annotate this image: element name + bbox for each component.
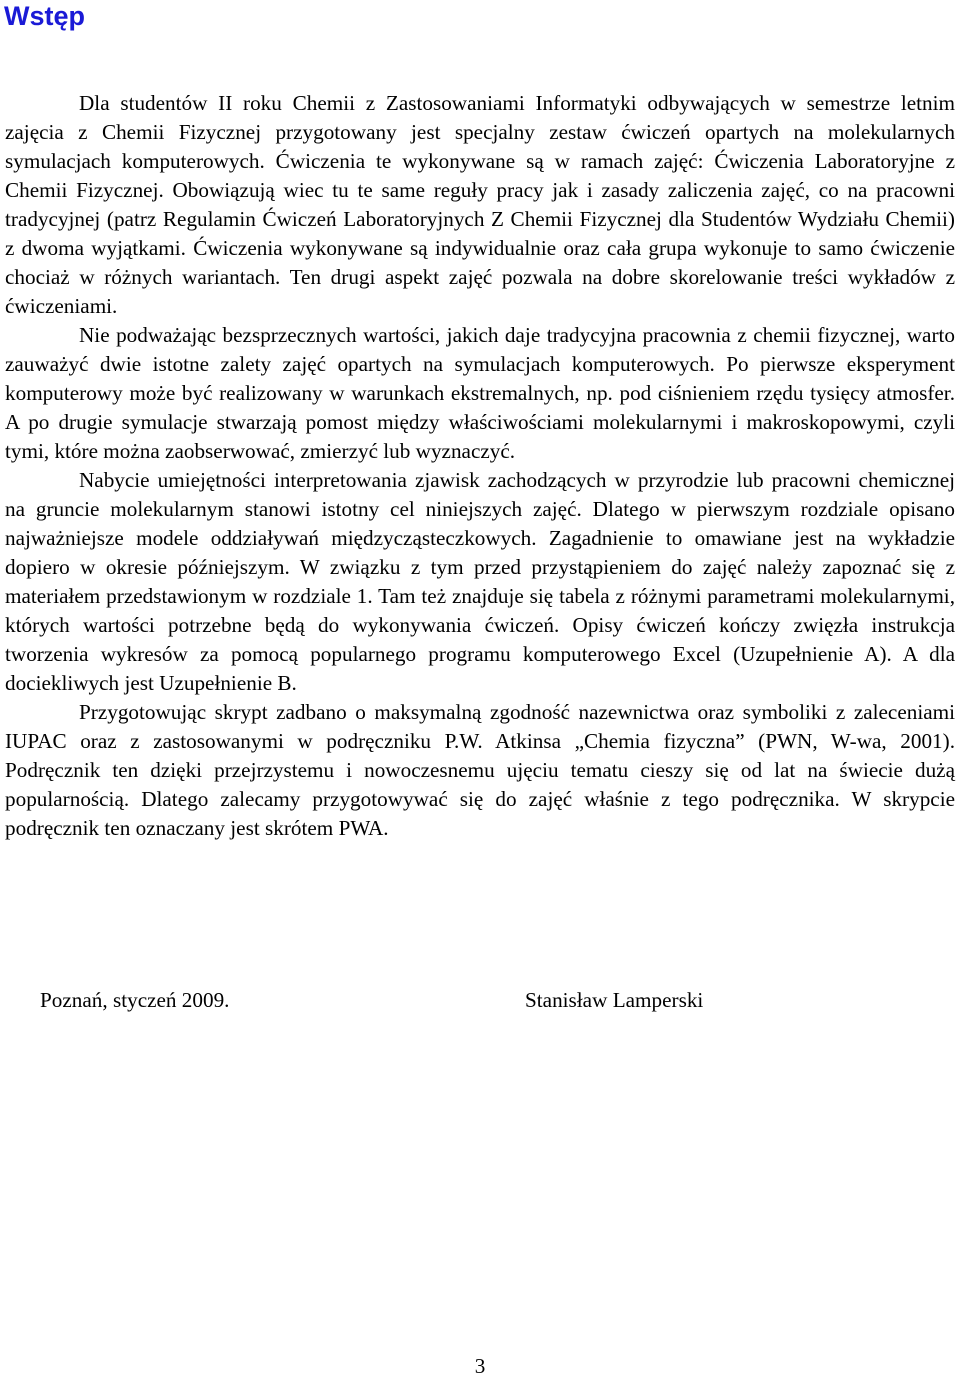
author-name: Stanisław Lamperski [525, 988, 704, 1012]
paragraph: Nabycie umiejętności interpretowania zjawisk zachodzących w przyrodzie lub pracowni chemicznej na gruncie molekularnym stanowi istotny cel niniejszych zajęć. Dlatego w pierwszym rozdziale opisano najważniejsze modele oddziaływań międzycząsteczkowych. Zagadnienie to omawiane jest na wykładzie dopiero w okresie późniejszym. W związku z tym przed przystąpieniem do zajęć należy zapoznać się z materiałem przedstawionym w rozdziale 1. Tam też znajduje się tabela z różnymi parametrami molekularnymi, których wartości potrzebne będą do wykonywania ćwiczeń. Opisy ćwiczeń kończy zwięzła instrukcja tworzenia wykresów za pomocą popularnego programu komputerowego Excel (Uzupełnienie A). A dla dociekliwych jest Uzupełnienie B. [5, 468, 955, 695]
paragraph: Nie podważając bezsprzecznych wartości, jakich daje tradycyjna pracownia z chemii fizycznej, warto zauważyć dwie istotne zalety zajęć opartych na symulacjach komputerowych. Po pierwsze eksperyment komputerowy może być realizowany w warunkach ekstremalnych, np. pod ciśnieniem rzędu tysięcy atmosfer. A po drugie symulacje stwarzają pomost między właściwościami molekularnymi i makroskopowymi, czyli tymi, które można zaobserwować, zmierzyć lub wyznaczyć. [5, 323, 955, 463]
document-body [5, 89, 955, 843]
paragraph: Dla studentów II roku Chemii z Zastosowaniami Informatyki odbywających w semestrze letnim zajęcia z Chemii Fizycznej przygotowany jest specjalny zestaw ćwiczeń opartych na molekularnych symulacjach komputerowych. Ćwiczenia te wykonywane są w ramach zajęć: Ćwiczenia Laboratoryjne z Chemii Fizycznej. Obowiązują wiec tu te same reguły pracy jak i zasady zaliczenia zajęć, co na pracowni tradycyjnej (patrz Regulamin Ćwiczeń Laboratoryjnych Z Chemii Fizycznej dla Studentów Wydziału Chemii) z dwoma wyjątkami. Ćwiczenia wykonywane są indywidualnie oraz cała grupa wykonuje to samo ćwiczenie chociaż w różnych wariantach. Ten drugi aspekt zajęć pozwala na dobre skorelowanie treści wykładów z ćwiczeniami. [5, 91, 955, 318]
page-number: 3 [474, 1354, 486, 1378]
paragraph: Przygotowując skrypt zadbano o maksymalną zgodność nazewnictwa oraz symboliki z zaleceniami IUPAC oraz z zastosowanymi w podręczniku P.W. Atkinsa „Chemia fizyczna” (PWN, W-wa, 2001). Podręcznik ten dzięki przejrzystemu i nowoczesnemu ujęciu tematu cieszy się od lat na świecie dużą popularnością. Dlatego zalecamy przygotowywać się do zajęć właśnie z tego podręcznika. W skrypcie podręcznik ten oznaczany jest skrótem PWA. [5, 700, 955, 840]
page-heading: Wstęp [4, 1, 85, 31]
place-and-date: Poznań, styczeń 2009. [40, 988, 230, 1012]
